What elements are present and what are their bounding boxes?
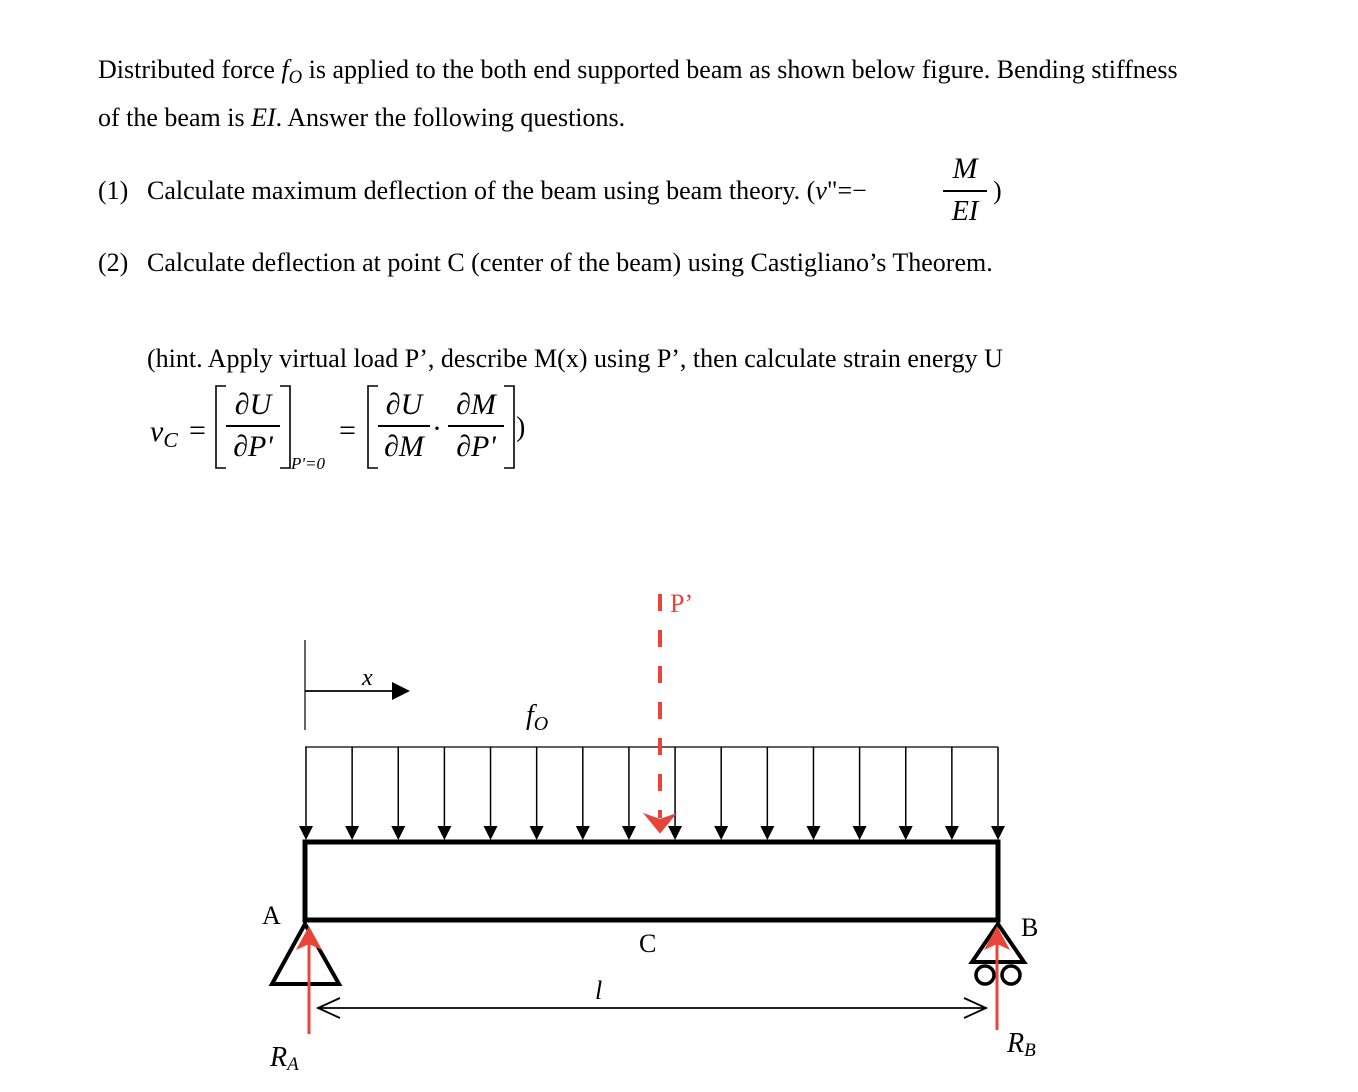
load-arrow-head [668,826,682,840]
virtual-load-label: P’ [670,589,694,618]
load-arrow-head [714,826,728,840]
hint-equals-1: = [189,414,206,447]
hint-evaluation-subscript: P'=0 [291,454,325,473]
load-arrow-head [899,826,913,840]
q1-fraction-numerator: M [952,152,978,185]
load-arrow-head [530,826,544,840]
q1-equals: = [837,176,853,205]
reaction-b-subscript: B [1024,1040,1036,1061]
reaction-a-subscript: A [287,1054,299,1075]
hint-fraction-2-denominator: ∂M [384,429,424,463]
load-arrow-head [437,826,451,840]
intro-line-2-pre: of the beam is [98,103,252,132]
load-arrow-head [484,826,498,840]
x-axis-arrow-head [392,682,410,700]
hint-dot: · [432,412,442,445]
x-axis-label: x [362,665,373,691]
load-arrow-head [991,826,1005,840]
support-b-wheel-right [1002,966,1020,984]
load-arrow-head [299,826,313,840]
load-arrow-head [576,826,590,840]
intro-line-1-post: is applied to the both end supported beam as shown below figure. Bending stiffness [302,55,1178,84]
reaction-b-symbol: R [1007,1028,1025,1059]
load-label [526,700,548,735]
q2-text: Calculate deflection at point C (center of the beam) using Castigliano’s Theorem. [147,248,993,277]
point-b-label: B [1021,913,1039,942]
hint-fraction-1-numerator: ∂U [234,388,272,421]
q1-fraction-denominator: EI [951,195,979,227]
load-arrow-head [853,826,867,840]
load-arrow-head [622,826,636,840]
reaction-a-label [269,1042,299,1075]
support-b-wheel-left [976,966,994,984]
q1-number: (1) [98,176,129,205]
hint-fraction-3-numerator: ∂M [456,388,496,421]
load-subscript: O [533,713,549,735]
intro-line-2-post: . Answer the following questions. [275,103,626,132]
load-arrow-head [806,826,820,840]
load-arrow-head [345,826,359,840]
distributed-load-arrows [299,747,1005,840]
hint-text: (hint. Apply virtual load P’, describe M(x) using P’, then calculate strain energy U [147,344,1003,373]
load-arrow-head [760,826,774,840]
load-arrow-head [945,826,959,840]
hint-lhs-subscript: C [163,428,178,453]
q1-primes: " [826,176,838,205]
reaction-b-label [1006,1028,1036,1061]
intro-line-1-pre: Distributed force [98,55,282,84]
load-arrow-head [391,826,405,840]
reaction-a-symbol: R [270,1042,288,1073]
q1-minus: − [852,176,867,205]
q1-v-symbol: v [815,176,827,205]
point-c-label: C [639,929,657,958]
q1-body: Calculate maximum deflection of the beam using beam theory. ( [147,176,816,205]
hint-fraction-1-denominator: ∂P' [233,429,273,463]
hint-lhs-symbol: v [150,415,164,448]
force-subscript: O [288,67,303,89]
load-symbol: f [526,700,534,731]
ei-symbol: EI [251,103,276,132]
hint-equals-2: = [339,414,356,447]
force-symbol: f [281,55,289,84]
q2-number: (2) [98,248,129,277]
length-label: l [595,976,603,1005]
q1-close: ) [993,176,1002,205]
point-a-label: A [262,901,281,930]
hint-fraction-2-numerator: ∂U [385,388,423,421]
beam-body [305,842,998,920]
hint-fraction-3-denominator: ∂P' [456,429,496,463]
hint-close: ) [516,412,526,443]
